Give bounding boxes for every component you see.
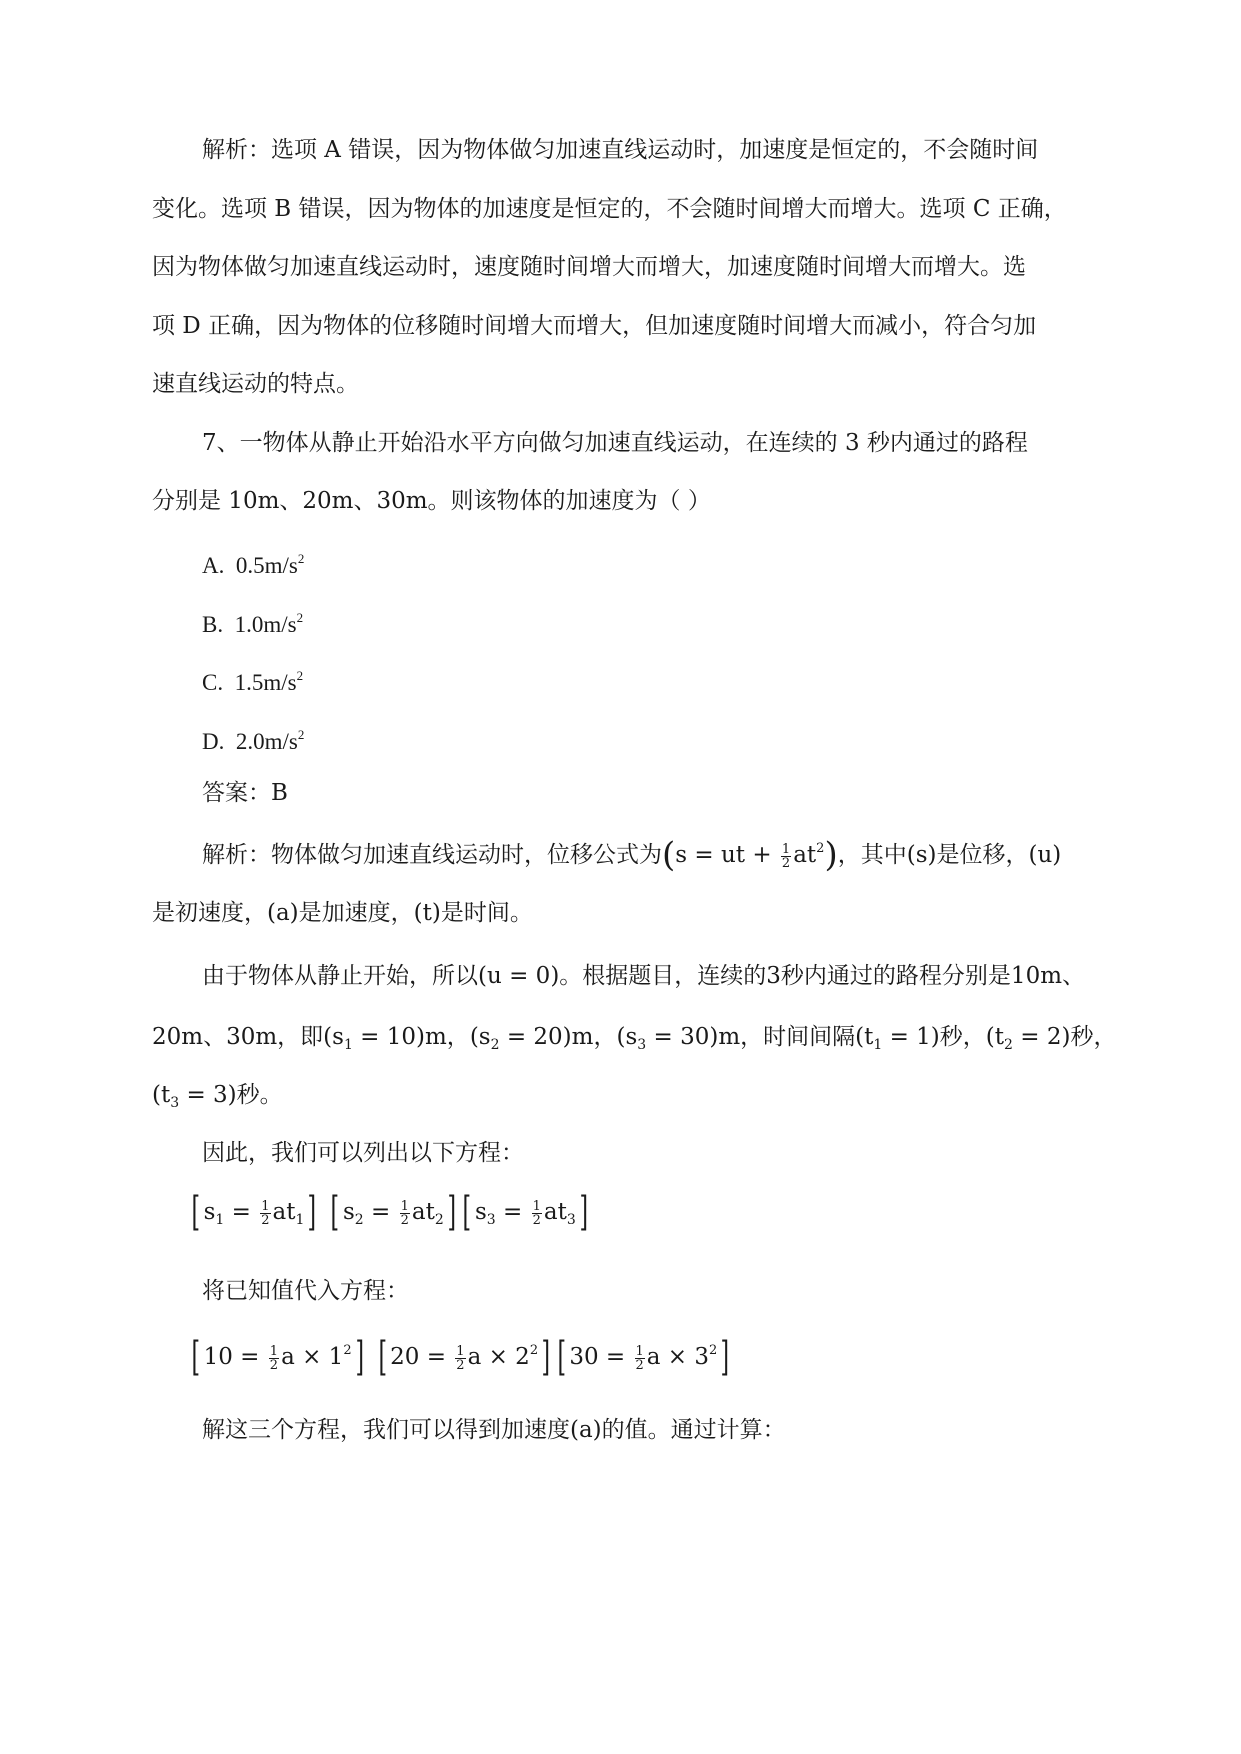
explanation-text: 由于物体从静止开始，所以: [202, 963, 478, 989]
explanation-text: ，其中: [837, 842, 907, 868]
explanation-text: 是时间。: [440, 900, 533, 926]
equation: [ 20 = $\frac{1}{2}$ $a \times 2^2$]: [378, 1334, 551, 1380]
variable-t: (t): [413, 900, 441, 926]
explanation-text: 解这三个方程，我们可以得到加速度: [202, 1417, 570, 1443]
explanation-line: [152, 898, 1102, 928]
variable-a: (a): [570, 1417, 602, 1443]
explanation-line: [152, 1022, 1117, 1060]
equation: [ $s_1$ = $\frac{1}{2}$ $at_1$]: [191, 1189, 317, 1235]
explanation-text: 。根据题目，连续的3秒内通过的路程分别是10m、: [559, 963, 1086, 989]
option-c: [202, 661, 1152, 698]
explanation-text: 是位移，: [936, 842, 1029, 868]
paragraph-line: 解析：选项 A 错误，因为物体做匀加速直线运动时，加速度是恒定的，不会随时间: [202, 137, 1039, 163]
option-letter: A.: [202, 553, 225, 578]
formula: (u = 0): [478, 963, 560, 989]
question-text: 7、一物体从静止开始沿水平方向做匀加速直线运动，在连续的 3 秒内通过的路程: [202, 430, 1028, 456]
explanation-text: 解析：物体做匀加速直线运动时，位移公式为: [202, 842, 662, 868]
explanation-line: [202, 961, 1152, 991]
variable-u: (u): [1028, 842, 1062, 868]
formula: $(s_1 = 10)$: [323, 1024, 425, 1053]
paragraph-line: 变化。选项 B 错误，因为物体的加速度是恒定的，不会随时间增大而增大。选项 C 正确，: [152, 196, 1067, 222]
variable-s: (s): [906, 842, 937, 868]
option-d: [202, 720, 1152, 757]
explanation-text: 20m、30m，即: [152, 1024, 324, 1050]
fraction-denominator: 2: [781, 855, 791, 871]
explanation-text: 时间间隔: [763, 1024, 856, 1050]
formula-exponent: 2: [816, 841, 825, 856]
formula-text: at: [793, 842, 817, 868]
option-b: [202, 603, 1152, 640]
formula-text: s = ut +: [675, 842, 779, 868]
option-a: [202, 544, 1152, 581]
explanation-text: 秒，: [939, 1024, 986, 1050]
explanation-line: 因此，我们可以列出以下方程：: [202, 1140, 524, 1166]
equation: [ 30 = $\frac{1}{2}$ $a \times 3^2$]: [557, 1334, 730, 1380]
answer: 答案：B: [202, 780, 288, 806]
equation: [ $s_3$ = $\frac{1}{2}$ $at_3$]: [462, 1189, 588, 1235]
explanation-text: m，: [718, 1024, 764, 1050]
option-letter: C.: [202, 670, 224, 695]
option-exponent: 2: [296, 610, 304, 625]
variable-a: (a): [267, 900, 299, 926]
option-value: 2.0m/s: [235, 729, 298, 754]
option-value: 0.5m/s: [235, 553, 298, 578]
question-text: 分别是 10m、20m、30m。则该物体的加速度为（ ）: [152, 488, 711, 514]
explanation-text: 的值。通过计算：: [601, 1417, 786, 1443]
option-letter: B.: [202, 612, 224, 637]
explanation-text: 秒，: [1070, 1024, 1117, 1050]
formula: (s = ut + $\frac{1}{2}$ $at^2$): [662, 835, 838, 875]
explanation-text: 秒。: [236, 1082, 283, 1108]
option-exponent: 2: [297, 727, 305, 742]
fraction-numerator: 1: [781, 841, 791, 857]
formula: $(t_3 = 3)$: [152, 1082, 237, 1111]
paragraph-line: 因为物体做匀加速直线运动时，速度随时间增大而增大，加速度随时间增大而增大。选: [152, 254, 1026, 280]
explanation-text: 是加速度，: [298, 900, 414, 926]
option-exponent: 2: [297, 551, 305, 566]
explanation-text: m，: [571, 1024, 617, 1050]
substituted-row: [188, 1334, 1138, 1380]
explanation-text: 是初速度，: [152, 900, 267, 926]
explanation-line: [202, 834, 1152, 875]
formula: $(t_1 = 1)$: [855, 1024, 940, 1053]
explanation-line: 将已知值代入方程：: [202, 1278, 409, 1304]
formula: $(t_2 = 2)$: [985, 1024, 1071, 1053]
explanation-text: m，: [425, 1024, 470, 1050]
option-exponent: 2: [296, 668, 304, 683]
explanation-line: [152, 1080, 1102, 1118]
fraction: [781, 843, 791, 870]
explanation-line: [202, 1415, 1152, 1445]
equation: [ 10 = $\frac{1}{2}$ $a \times 1^2$]: [191, 1334, 364, 1380]
equation: [ $s_2$ = $\frac{1}{2}$ $at_2$]: [330, 1189, 456, 1235]
option-value: 1.0m/s: [234, 612, 297, 637]
formula: $(s_2 = 20)$: [469, 1024, 572, 1053]
option-letter: D.: [202, 729, 225, 754]
formula: $(s_3 = 30)$: [616, 1024, 719, 1053]
paragraph-line: 速直线运动的特点。: [152, 371, 359, 397]
option-value: 1.5m/s: [234, 670, 297, 695]
paragraph-line: 项 D 正确，因为物体的位移随时间增大而增大，但加速度随时间增大而减小，符合匀加: [152, 313, 1037, 339]
equations-row: [188, 1189, 1138, 1235]
